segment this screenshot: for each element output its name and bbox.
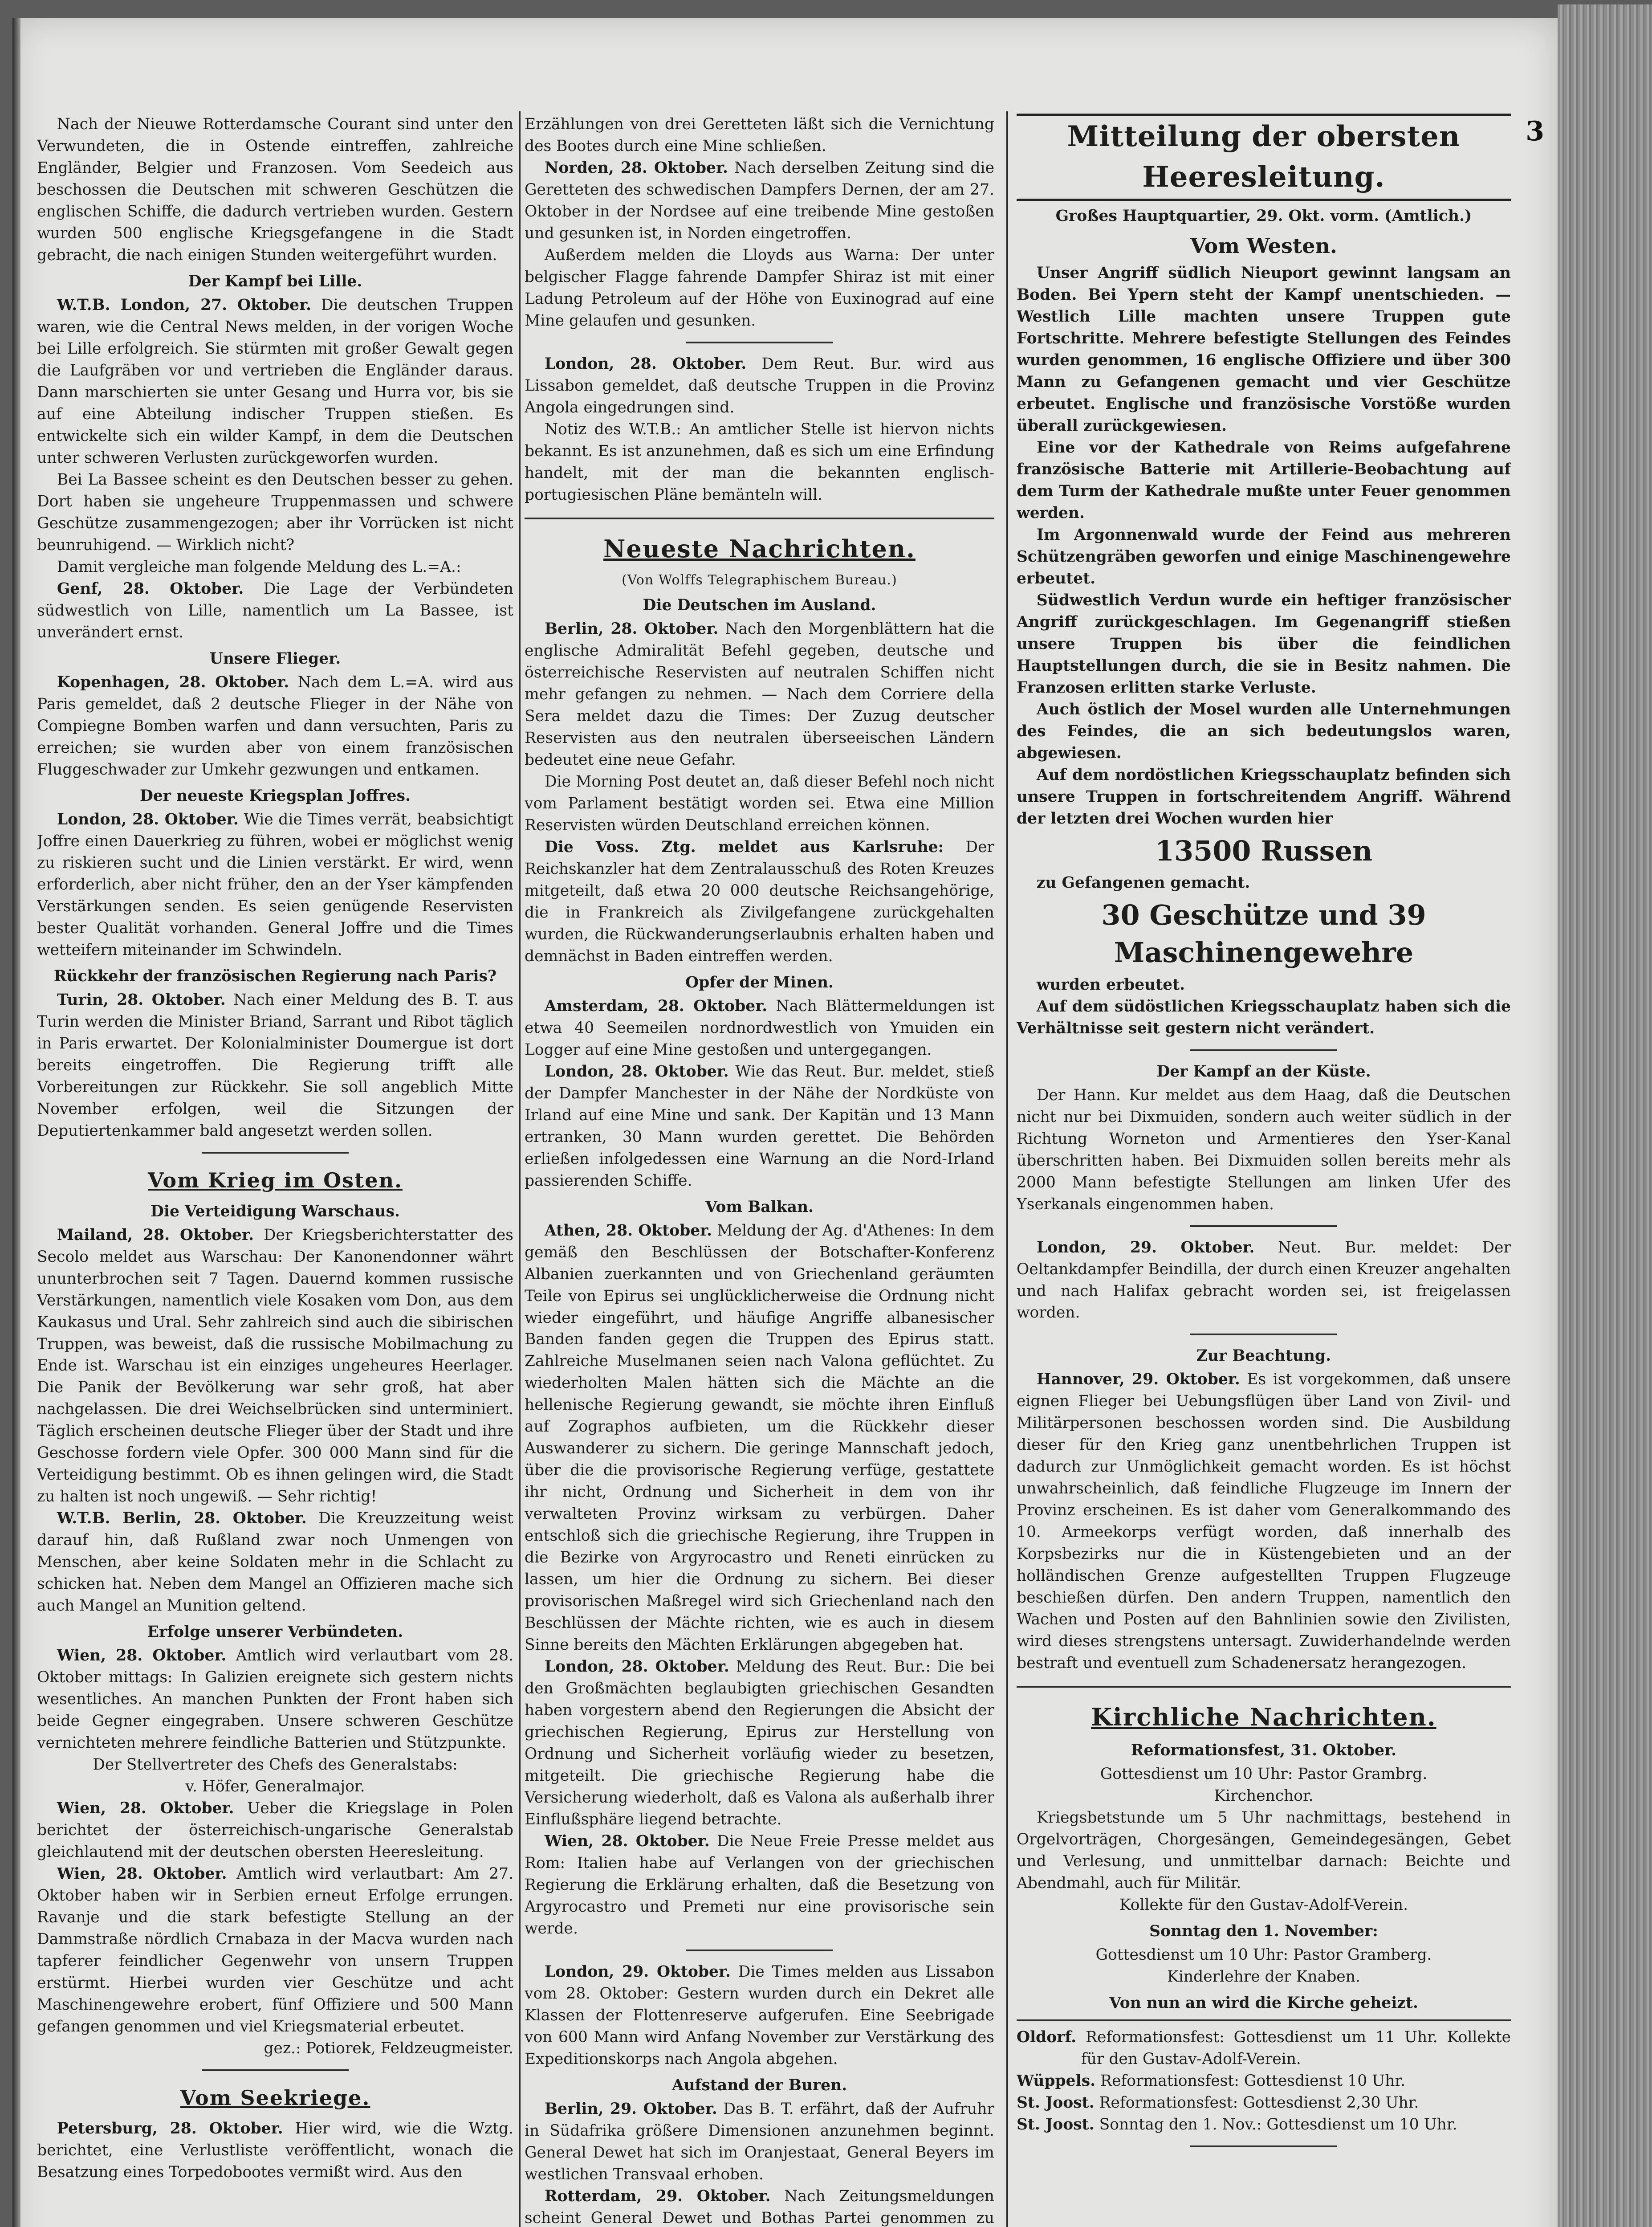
section-heading: Sonntag den 1. November: xyxy=(1149,1922,1378,1940)
separator-rule xyxy=(202,2069,349,2071)
section-heading: Erfolge unserer Verbündeten. xyxy=(147,1623,403,1641)
section-heading: Vom Balkan. xyxy=(705,1198,814,1216)
highlight-figure: 30 Geschütze und 39 Maschinengewehre xyxy=(1101,899,1426,969)
dateline: Wien, 28. Oktober. xyxy=(57,1865,227,1883)
article-paragraph: Hannover, 29. Oktober. Es ist vorgekommen, daß unsere eignen Flieger bei Uebungsflügen über Land von Zivil- und Militärpersonen beschossen worden sind. Die Ausbildung dieser für den Krieg ganz unentbehrlichen Truppen ist dadurch zur Unmöglichkeit gemacht worden. Es ist höchst unwahrscheinlich, daß feindliche Flugzeuge im Innern der Provinz erscheinen. Es ist daher vom Generalkommando des 10. Armeekorps verfügt worden, daß innerhalb des Korpsbezirks nur die in Küstengebieten und an der holländischen Grenze aufgestellten Truppen Flugzeuge beschießen dürfen. Den andern Truppen, namentlich den Wachen und Posten auf den Bahnlinien sowie den Zivilisten, wird dieses strengstens untersagt. Zuwiderhandelnde werden bestraft und eventuell zum Schadenersatz herangezogen. xyxy=(1017,1370,1511,1672)
article-paragraph: Wien, 28. Oktober. Die Neue Freie Presse meldet aus Rom: Italien habe auf Verlangen von der griechischen Regierung die Erklärung erhalten, daß die Besetzung von Argyrocastro und Premeti nur eine provisorische sein werde. xyxy=(525,1832,994,1938)
bulletin-paragraph: wurden erbeutet. xyxy=(1036,975,1185,994)
bulletin-paragraph: Auf dem südöstlichen Kriegsschauplatz haben sich die Verhältnisse seit gestern nicht verändert. xyxy=(1017,997,1511,1037)
dateline: London, 28. Oktober. xyxy=(544,355,747,373)
article-paragraph: Turin, 28. Oktober. Nach einer Meldung des B. T. aus Turin werden die Minister Briand, Sarrant und Ribot täglich in Paris erwartet. Der Kolonialminister Doumergue ist dort bereits eingetroffen. Die Regierung trifft alle Vorbereitungen zur Rückkehr. Sie soll angeblich Mitte November erfolgen, weil die Sitzungen der Deputiertenkammer bald angesetzt werden sollen. xyxy=(37,991,513,1140)
church-notice: Oldorf. Reformationsfest: Gottesdienst um 11 Uhr. Kollekte für den Gustav-Adolf-Verein. xyxy=(1017,2028,1511,2068)
church-notice: St. Joost. Reformationsfest: Gottesdienst 2,30 Uhr. xyxy=(1017,2093,1419,2112)
dateline: Hannover, 29. Oktober. xyxy=(1036,1370,1240,1389)
dateline: London, 28. Oktober. xyxy=(544,1062,729,1081)
church-notice: Kollekte für den Gustav-Adolf-Verein. xyxy=(1119,1896,1408,1914)
article-paragraph: Wien, 28. Oktober. Amtlich wird verlautbart: Am 27. Oktober haben wir in Serbien erneut Erfolge errungen. Ravanje und die stark befestigte Stellung an der Dammstraße nördlich Crnabaza in der Macva wurden nach tapferer feindlicher Gegenwehr von unsern Truppen erstürmt. Hierbei wurden vier Geschütze und acht Maschinengewehre erobert, fünf Offiziere und 500 Mann gefangen genommen und viel Kriegsmaterial erbeutet. xyxy=(37,1865,513,2036)
section-heading: Zur Beachtung. xyxy=(1196,1347,1331,1365)
article-paragraph: Genf, 28. Oktober. Die Lage der Verbündeten südwestlich von Lille, namentlich um La Bassee, ist unverändert ernst. xyxy=(37,579,513,641)
article-paragraph: Die Voss. Ztg. meldet aus Karlsruhe: Der Reichskanzler hat dem Zentralausschuß des Roten Kreuzes mitgeteilt, daß etwa 20 000 deutsche Reichsangehörige, die in Frankreich als Zivilgefangene zurückgehalten wurden, die Rückwanderungserlaubnis erhalten haben und demnächst in Baden eintreffen werden. xyxy=(525,838,994,965)
article-paragraph: Außerdem melden die Lloyds aus Warna: Der unter belgischer Flagge fahrende Dampfer Shiraz ist mit einer Ladung Petroleum auf der Höhe von Euxinograd auf eine Mine gelaufen und gesunken. xyxy=(525,246,994,330)
highlight-figure: 13500 Russen xyxy=(1155,834,1373,867)
dateline: Wien, 28. Oktober. xyxy=(57,1799,234,1818)
section-heading: Aufstand der Buren. xyxy=(671,2076,847,2094)
article-paragraph: London, 28. Oktober. Dem Reut. Bur. wird aus Lissabon gemeldet, daß deutsche Truppen in die Provinz Angola eingedrungen sind. xyxy=(525,355,994,416)
dateline: Norden, 28. Oktober. xyxy=(544,159,728,177)
article-paragraph: Norden, 28. Oktober. Nach derselben Zeitung sind die Geretteten des schwedischen Dampfers Dernen, der am 27. Oktober in der Nordsee auf eine treibende Mine gestoßen und gesunken ist, in Norden eingetroffen. xyxy=(525,159,994,242)
article-paragraph: London, 29. Oktober. Neut. Bur. meldet: Der Oeltankdampfer Beindilla, der durch einen Kreuzer angehalten und nach Halifax gebracht worden sei, ist freigelassen worden. xyxy=(1017,1238,1511,1322)
dateline: Petersburg, 28. Oktober. xyxy=(57,2120,283,2138)
section-heading: Rückkehr der französischen Regierung nach Paris? xyxy=(53,967,497,986)
article-paragraph: Kopenhagen, 28. Oktober. Nach dem L.=A. wird aus Paris gemeldet, daß 2 deutsche Flieger in der Nähe von Compiegne Bomben warfen und dann versuchten, Paris zu erreichen; sie wurden aber von einem französischen Fluggeschwader zur Umkehr gezwungen und entkamen. xyxy=(37,673,513,779)
church-notice: Wüppels. Reformationsfest: Gottesdienst 10 Uhr. xyxy=(1017,2072,1406,2090)
page-number: 3 xyxy=(1526,116,1544,147)
article-paragraph: Petersburg, 28. Oktober. Hier wird, wie die Wztg. berichtet, eine Verlustliste veröffentlicht, wonach die Besatzung eines Torpedobootes vermißt wird. Aus den xyxy=(37,2120,513,2182)
separator-rule xyxy=(1190,1225,1337,1227)
separator-rule xyxy=(1017,1686,1511,1688)
article-paragraph: Erzählungen von drei Geretteten läßt sich die Vernichtung des Bootes durch eine Mine schließen. xyxy=(525,115,994,155)
section-heading: Reformationsfest, 31. Oktober. xyxy=(1131,1741,1397,1759)
section-heading: Die Deutschen im Ausland. xyxy=(643,596,876,614)
section-heading: Der Kampf an der Küste. xyxy=(1156,1062,1371,1081)
signature: gez.: Potiorek, Feldzeugmeister. xyxy=(264,2039,513,2057)
bulletin-paragraph: Auf dem nordöstlichen Kriegsschauplatz befinden sich unsere Truppen in fortschreitendem Angriff. Während der letzten drei Wochen wurden hier xyxy=(1017,766,1511,828)
church-notice: Gottesdienst um 10 Uhr: Pastor Gramberg. xyxy=(1095,1946,1432,1964)
article-paragraph: Athen, 28. Oktober. Meldung der Ag. d'Athenes: In dem gemäß den Beschlüssen der Botschafter-Konferenz Albanien zuerkannten und von Griechenland geräumten Teile von Epirus sei unglücklicherweise die Ordnung nicht wieder eingeführt, und häufige Angriffe albanesischer Banden fanden gegen die Truppen des Epirus statt. Zahlreiche Muselmanen seien nach Valona geflüchtet. Zu wiederholten Malen hätten sich die Mächte an die hellenische Regierung gewandt, sie möchte ihren Einfluß auf Zographos aufbieten, um die Rückkehr dieser Auswanderer zu sichern. Die geringe Mannschaft jedoch, über die die provisorische Regierung verfüge, gestattete ihr nicht, Ordnung und Sicherheit in dem von ihr verwalteten Provinz wirksam zu verbürgen. Daher entschloß sich die griechische Regierung, ihre Truppen in die Bezirke von Argyrocastro und Reneti einrücken zu lassen, um hier die Ordnung zu sichern. Bei dieser provisorischen Maßregel wird sich Griechenland nach den Beschlüssen der Mächte richten, wie es auch in diesem Sinne bereits den Mächten Erklärungen abgegeben hat. xyxy=(525,1221,994,1654)
section-heading: Die Verteidigung Warschaus. xyxy=(150,1202,400,1220)
article-paragraph: Berlin, 28. Oktober. Nach den Morgenblättern hat die englische Admiralität Befehl gegeben, deutsche und österreichische Reservisten auf neutralen Schiffen nicht mehr gefangen zu nehmen. — Nach dem Corriere della Sera meldet dazu die Times: Der Zuzug deutscher Reservisten aus den neutralen überseeischen Ländern bedeutet eine neue Gefahr. xyxy=(525,620,994,769)
bulletin-paragraph: Auch östlich der Mosel wurden alle Unternehmungen des Feindes, die an sich bedeutungslos waren, abgewiesen. xyxy=(1017,700,1511,762)
column-1 xyxy=(37,114,513,2227)
source-note: (Von Wolffs Telegraphischem Bureau.) xyxy=(622,572,897,588)
official-bulletin-banner: Mitteilung der obersten Heeresleitung. xyxy=(1017,114,1511,201)
bulletin-paragraph: Unser Angriff südlich Nieuport gewinnt langsam an Boden. Bei Ypern steht der Kampf unentschieden. — Westlich Lille machten unsere Truppen gute Fortschritte. Mehrere befestigte Stellungen des Feindes wurden genommen, 16 englische Offiziere und über 300 Mann zu Gefangenen gemacht und vier Geschütze erbeutet. Englische und französische Vorstöße wurden überall zurückgewiesen. xyxy=(1017,264,1511,435)
section-heading: Opfer der Minen. xyxy=(685,973,834,991)
church-notice: St. Joost. Sonntag den 1. Nov.: Gottesdienst um 10 Uhr. xyxy=(1017,2115,1457,2133)
article-paragraph: London, 28. Oktober. Wie das Reut. Bur. meldet, stieß der Dampfer Manchester in der Nähe der Nordküste von Irland auf eine Mine und sank. Der Kapitän und 13 Mann ertranken, 30 Mann wurden gerettet. Die Behörden erließen infolgedessen eine Warnung an die Nord-Irland passierenden Schiffe. xyxy=(525,1062,994,1190)
separator-rule xyxy=(686,1950,833,1951)
column-2 xyxy=(525,114,994,2227)
dateline: Berlin, 28. Oktober. xyxy=(544,620,719,638)
dateline: Genf, 28. Oktober. xyxy=(57,579,244,598)
bulletin-paragraph: Südwestlich Verdun wurde ein heftiger französischer Angriff zurückgeschlagen. Im Gegenangriff stießen unsere Truppen bis über die feindlichen Hauptstellungen durch, die sie in Besitz nahmen. Die Franzosen erlitten starke Verluste. xyxy=(1017,591,1511,697)
section-title: Neueste Nachrichten. xyxy=(603,534,916,563)
article-paragraph: Mailand, 28. Oktober. Der Kriegsberichterstatter des Secolo meldet aus Warschau: Der Kanonendonner währt ununterbrochen seit 7 Tagen. Dauernd kommen russische Verstärkungen, namentlich viele Kosaken vom Don, aus dem Kaukasus und Ural. Sehr zahlreich sind auch die sibirischen Truppen, was beweist, daß die russische Mobilmachung zu Ende ist. Warschau ist ein einziges ungeheures Heerlager. Die Panik der Bevölkerung war sehr groß, hat aber nachgelassen. Die drei Weichselbrücken sind unterminiert. Täglich erscheinen deutsche Flieger über der Stadt und ihre Geschosse fordern viele Opfer. 300 000 Mann sind für die Verteidigung bestimmt. Ob es ihnen gelingen wird, die Stadt zu halten ist noch ungewiß. — Sehr richtig! xyxy=(37,1226,513,1506)
separator-rule xyxy=(1190,2145,1337,2147)
column-3 xyxy=(1017,114,1511,2227)
article-paragraph: London, 28. Oktober. Wie die Times verrät, beabsichtigt Joffre einen Dauerkrieg zu führen, wobei er möglichst wenig zu riskieren sucht und die Linien verstärkt. Er wird, wenn erforderlich, aber nicht früher, den an der Yser kämpfenden Verstärkungen senden. Es seien genügende Reservisten bester Qualität vorhanden. General Joffre und die Times wetteifern miteinander im Schwindeln. xyxy=(37,810,513,959)
article-paragraph: Bei La Bassee scheint es den Deutschen besser zu gehen. Dort haben sie ungeheure Truppenmassen und schwere Geschütze zusammengezogen; aber ihr Vorrücken ist nicht beunruhigend. — Wirklich nicht? xyxy=(37,470,513,554)
article-paragraph: Der Hann. Kur meldet aus dem Haag, daß die Deutschen nicht nur bei Dixmuiden, sondern auch weiter südlich in der Richtung Worneton und Armentieres den Yser-Kanal überschritten haben. Bei Dixmuiden sollen bereits mehr als 2000 Mann befestigte Stellungen am linken Ufer des Yserkanals eingenommen haben. xyxy=(1017,1086,1511,1213)
article-paragraph: Rotterdam, 29. Oktober. Nach Zeitungsmeldungen scheint General Dewet und Bothas Partei genommen zu xyxy=(525,2187,994,2227)
signature: v. Höfer, Generalmajor. xyxy=(185,1778,365,1796)
dateline: W.T.B. Berlin, 28. Oktober. xyxy=(57,1509,307,1528)
separator-rule xyxy=(525,518,994,519)
dateline: London, 29. Oktober. xyxy=(1036,1238,1255,1256)
separator-rule xyxy=(1017,2019,1511,2021)
signature: Der Stellvertreter des Chefs des Generalstabs: xyxy=(93,1756,458,1774)
article-paragraph: Damit vergleiche man folgende Meldung des L.=A.: xyxy=(57,558,461,576)
section-title: Vom Krieg im Osten. xyxy=(147,1168,403,1193)
headquarters-line: Großes Hauptquartier, 29. Okt. vorm. (Amtlich.) xyxy=(1055,207,1472,225)
dateline: London, 28. Oktober. xyxy=(544,1658,729,1676)
dateline: Turin, 28. Oktober. xyxy=(57,991,226,1009)
section-heading: Der neueste Kriegsplan Joffres. xyxy=(139,787,411,805)
column-rule xyxy=(1006,111,1008,2227)
dateline: Rotterdam, 29. Oktober. xyxy=(544,2187,771,2205)
separator-rule xyxy=(686,342,833,343)
article-paragraph: Die Morning Post deutet an, daß dieser Befehl noch nicht vom Parlament bestätigt worden sei. Etwa eine Million Reservisten würden Deutschland erreichen können. xyxy=(525,772,994,834)
newspaper-page xyxy=(12,18,1558,2227)
article-paragraph: Notiz des W.T.B.: An amtlicher Stelle ist hiervon nichts bekannt. Es ist anzunehmen, daß es sich um eine Erfindung handelt, mit der man die bekannten englisch-portugiesischen Pläne bemänteln will. xyxy=(525,420,994,504)
section-heading: Der Kampf bei Lille. xyxy=(188,272,362,290)
church-notice: Kriegsbetstunde um 5 Uhr nachmittags, bestehend in Orgelvorträgen, Chorgesängen, Gemeindegesängen, Gebet und Verlesung, und unmittelbar darnach: Beichte und Abendmahl, auch für Militär. xyxy=(1017,1808,1511,1892)
separator-rule xyxy=(1190,1334,1337,1335)
church-notice: Von nun an wird die Kirche geheizt. xyxy=(1109,1994,1418,2012)
dateline: Mailand, 28. Oktober. xyxy=(57,1226,254,1244)
dateline: London, 28. Oktober. xyxy=(57,810,239,828)
article-paragraph: Wien, 28. Oktober. Ueber die Kriegslage in Polen berichtet der österreichisch-ungarische Generalstab gleichlautend mit der deutschen obersten Heeresleitung. xyxy=(37,1799,513,1861)
dateline: Wien, 28. Oktober. xyxy=(544,1832,710,1851)
dateline: W.T.B. London, 27. Oktober. xyxy=(57,296,312,314)
church-notice: Kirchenchor. xyxy=(1214,1786,1314,1805)
church-notice: Kinderlehre der Knaben. xyxy=(1167,1967,1360,1986)
article-paragraph: Amsterdam, 28. Oktober. Nach Blättermeldungen ist etwa 40 Seemeilen nordnordwestlich von Ymuiden ein Logger auf eine Mine gestoßen und untergegangen. xyxy=(525,997,994,1059)
article-paragraph: Berlin, 29. Oktober. Das B. T. erfährt, daß der Aufruhr in Südafrika größere Dimensionen anzunehmen beginnt. General Dewet hat sich im Oranjestaat, General Beyers im westlichen Transvaal erhoben. xyxy=(525,2100,994,2183)
dateline: London, 29. Oktober. xyxy=(544,1963,731,1981)
article-paragraph: Nach der Nieuwe Rotterdamsche Courant sind unter den Verwundeten, die in Ostende eintreffen, zahlreiche Engländer, Belgier und Franzosen. Vom Seedeich aus beschossen die Deutschen mit schweren Geschützen die englischen Schiffe, die dadurch vertrieben wurden. Gestern wurden 500 englische Kriegsgefangene in die Stadt gebracht, die nach einigen Stunden weitergeführt wurden. xyxy=(37,115,513,264)
official-bulletin xyxy=(1017,262,1511,1040)
bulletin-paragraph: Im Argonnenwald wurde der Feind aus mehreren Schützengräben geworfen und einige Maschinengewehre erbeutet. xyxy=(1017,526,1511,587)
section-heading: Unsere Flieger. xyxy=(209,649,341,668)
binding-crease xyxy=(12,18,20,2227)
section-heading: Vom Westen. xyxy=(1190,233,1337,258)
article-paragraph: W.T.B. Berlin, 28. Oktober. Die Kreuzzeitung weist darauf hin, daß Rußland zwar noch Unmengen von Menschen, aber keine Soldaten mehr in die Schlacht zu schicken hat. Neben dem Mangel an Offizieren mache sich auch Mangel an Munition geltend. xyxy=(37,1509,513,1615)
section-title: Kirchliche Nachrichten. xyxy=(1091,1703,1436,1732)
section-title: Vom Seekriege. xyxy=(180,2085,370,2110)
dateline: Amsterdam, 28. Oktober. xyxy=(544,997,768,1015)
column-rule xyxy=(519,111,521,2227)
separator-rule xyxy=(202,1152,349,1154)
article-paragraph: W.T.B. London, 27. Oktober. Die deutschen Truppen waren, wie die Central News melden, in der vorigen Woche bei Lille erfolgreich. Sie stürmten mit großer Gewalt gegen die Laufgräben vor und vertrieben die Engländer daraus. Dann marschierten sie unter Gesang und Hurra vor, bis sie auf eine Abteilung indischer Truppen stießen. Es entwickelte sich ein wilder Kampf, in dem die Deutschen unter schweren Verlusten zurückgeworfen wurden. xyxy=(37,296,513,467)
bulletin-paragraph: zu Gefangenen gemacht. xyxy=(1036,874,1250,892)
article-paragraph: London, 29. Oktober. Die Times melden aus Lissabon vom 28. Oktober: Gestern wurden durch ein Dekret alle Klassen der Flottenreserve aufgerufen. Eine Seebrigade von 600 Mann wird Anfang November zur Verstärkung des Expeditionskorps nach Angola abgehen. xyxy=(525,1963,994,2068)
dateline: Athen, 28. Oktober. xyxy=(544,1221,712,1240)
separator-rule xyxy=(1190,1049,1337,1051)
article-paragraph: Wien, 28. Oktober. Amtlich wird verlautbart vom 28. Oktober mittags: In Galizien ereignete sich gestern nichts wesentliches. An manchen Punkten der Front haben sich beide Gegner eingegraben. Unsere schweren Geschütze vernichteten mehrere feindliche Batterien und Stützpunkte. xyxy=(37,1647,513,1752)
page-stack-edge xyxy=(1558,4,1652,2227)
dateline: Die Voss. Ztg. meldet aus Karlsruhe: xyxy=(544,838,944,856)
bulletin-paragraph: Eine vor der Kathedrale von Reims aufgefahrene französische Batterie mit Artillerie-Beobachtung auf dem Turm der Kathedrale mußte unter Feuer genommen werden. xyxy=(1017,438,1511,522)
church-notice: Gottesdienst um 10 Uhr: Pastor Grambrg. xyxy=(1100,1765,1428,1783)
dateline: Wien, 28. Oktober. xyxy=(57,1647,227,1665)
dateline: Kopenhagen, 28. Oktober. xyxy=(57,673,289,691)
dateline: Berlin, 29. Oktober. xyxy=(544,2100,717,2118)
article-paragraph: London, 28. Oktober. Meldung des Reut. Bur.: Die bei den Großmächten beglaubigten griechischen Gesandten haben vorgestern abend den Regierungen die Absicht der griechischen Regierung, Epirus zur Herstellung von Ordnung und Sicherheit vorläufig wieder zu besetzen, mitgeteilt. Die griechische Regierung habe die Versicherung wiederholt, daß es Valona als außerhalb ihrer Einflußsphäre liegend betrachte. xyxy=(525,1658,994,1829)
